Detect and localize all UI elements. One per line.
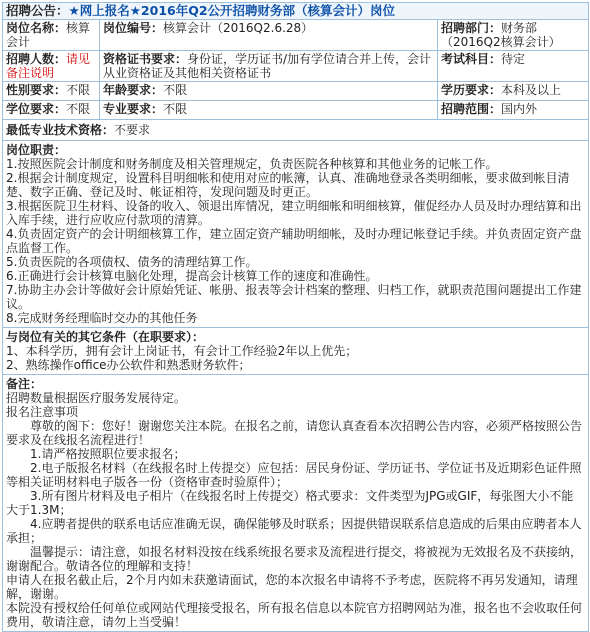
duties-row <box>3 141 589 328</box>
note-line: 申请人在报名截止后，2个月内如未获邀请面试，您的本次报名申请将不予考虑，医院将不再另发通知，请理解，谢谢。 <box>6 573 578 601</box>
duty-item: 7.协助主办会计等做好会计原始凭证、帐册、报表等会计档案的整理、归档工作，就职责范围问题提出工作建议。 <box>6 283 582 311</box>
note-line: 温馨提示：请注意，如报名材料没按在线系统报名要求及流程进行提交，将被视为无效报名及不获接纳，谢谢配合。敬请各位的理解和支持！ <box>6 545 583 573</box>
exam-cell <box>438 51 589 82</box>
info-row-1 <box>3 20 589 51</box>
dept-value: 财务部（2016Q2核算会计） <box>441 21 561 49</box>
conditions-cell <box>3 328 589 375</box>
duties-cell <box>3 141 589 328</box>
duty-item: 2.根据会计制度规定，设置科目明细帐和使用对应的帐簿，认真、准确地登录各类明细帐，要求做到帐目清楚、数字正确、登记及时、帐证相符，发现问题及时更正。 <box>6 171 570 199</box>
major-label: 专业要求： <box>103 102 164 116</box>
note-line: 2.电子版报名材料（在线报名时上传提交）应包括：居民身份证、学历证书、学位证书及近期彩色证件照等相关证明材料电子版各一份（资格审查时验原件）； <box>6 461 582 489</box>
edu-label: 学历要求： <box>441 83 502 97</box>
note-line: 尊敬的阁下：您好！谢谢您关注本院。在报名之前，请您认真查看本次招聘公告内容，必须严格按照公告要求及在线报名流程进行！ <box>6 419 583 447</box>
notes-cell <box>3 375 589 632</box>
title-label: 招聘公告： <box>6 3 69 18</box>
condition-item: 2、熟练操作office办公软件和熟悉财务软件； <box>6 358 251 372</box>
duty-item: 1.按照医院会计制度和财务制度及相关管理规定，负责医院各种核算和其他业务的记帐工作。 <box>6 157 498 171</box>
info-row-3 <box>3 82 589 101</box>
note-line: 本院没有授权给任何单位或网站代理接受报名，所有报名信息以本院官方招聘网站为准，报名也不会收取任何费用，敬请注意，请勿上当受骗！ <box>6 601 583 629</box>
job-posting-table <box>2 2 589 632</box>
major-value: 不限 <box>163 102 188 116</box>
post-code-label: 岗位编号： <box>103 21 164 35</box>
title-cell <box>3 3 589 20</box>
scope-value: 国内外 <box>501 102 538 116</box>
job-posting <box>2 2 588 632</box>
note-line: 招聘数量根据医疗服务发展待定。 <box>6 391 187 405</box>
dept-cell <box>438 20 589 51</box>
scope-label: 招聘范围： <box>441 102 502 116</box>
gender-value: 不限 <box>66 83 91 97</box>
info-row-4 <box>3 101 589 120</box>
cert-value: 身份证，学历证书/加有学位请合并上传，会计从业资格证及其他相关资格证书 <box>103 52 432 80</box>
note-line: 1.请严格按照职位要求报名； <box>30 447 186 461</box>
notes-row <box>3 375 589 632</box>
age-label: 年龄要求： <box>103 83 164 97</box>
count-label: 招聘人数： <box>6 52 67 66</box>
post-name-cell <box>3 20 100 51</box>
duty-item: 6.正确进行会计核算电脑化处理，提高会计核算工作的速度和准确性。 <box>6 269 378 283</box>
note-line: 3.所有图片材料及电子相片（在线报名时上传提交）格式要求：文件类型为JPG或GIF，每张图大小不能大于1.3M； <box>6 489 574 517</box>
duty-item: 8.完成财务经理临时交办的其他任务 <box>6 311 198 325</box>
count-value: 请见备注说明 <box>6 52 91 80</box>
duty-item: 4.负责固定资产的会计明细核算工作，建立固定资产辅助明细帐，及时办理记帐登记手续。并负责固定资产盘点监督工作。 <box>6 227 582 255</box>
title-row <box>3 3 589 20</box>
scope-cell <box>438 101 589 120</box>
condition-item: 1、本科学历，拥有会计上岗证书，有会计工作经验2年以上优先； <box>6 344 358 358</box>
degree-label: 学位要求： <box>6 102 67 116</box>
age-cell <box>100 82 438 101</box>
note-line: 报名注意事项 <box>6 405 79 419</box>
cert-label: 资格证书要求： <box>103 52 188 66</box>
conditions-row <box>3 328 589 375</box>
post-name-value: 核算会计 <box>6 21 91 49</box>
notes-heading: 备注： <box>6 377 43 391</box>
gender-cell <box>3 82 100 101</box>
cert-cell <box>100 51 438 82</box>
skills-label: 最低专业技术资格： <box>6 123 115 137</box>
post-code-cell <box>100 20 438 51</box>
note-line: 4.应聘者提供的联系电话应准确无误，确保能够及时联系；因提供错误联系信息造成的后果由应聘者本人承担； <box>6 517 582 545</box>
edu-cell <box>438 82 589 101</box>
conditions-heading: 与岗位有关的其它条件（在职要求）： <box>6 330 205 344</box>
degree-value: 不限 <box>66 102 91 116</box>
major-cell <box>100 101 438 120</box>
gender-label: 性别要求： <box>6 83 67 97</box>
age-value: 不限 <box>163 83 188 97</box>
degree-cell <box>3 101 100 120</box>
dept-label: 招聘部门： <box>441 21 502 35</box>
info-row-2 <box>3 51 589 82</box>
post-code-value: 核算会计（2016Q2.6.28） <box>163 21 314 35</box>
edu-value: 本科及以上 <box>501 83 562 97</box>
posting-title: ★网上报名★2016年Q2公开招聘财务部（核算会计）岗位 <box>68 3 396 18</box>
count-cell <box>3 51 100 82</box>
skills-row <box>3 120 589 141</box>
exam-value: 待定 <box>501 52 526 66</box>
skills-cell <box>3 120 589 141</box>
post-name-label: 岗位名称： <box>6 21 67 35</box>
skills-value: 不要求 <box>114 123 151 137</box>
duties-heading: 岗位职责： <box>6 143 67 157</box>
exam-label: 考试科目： <box>441 52 502 66</box>
duty-item: 3.根据医院卫生材料、设备的收入、领退出库情况，建立明细帐和明细核算，催促经办人员及时办理结算和出入库手续，进行应收应付款项的清算。 <box>6 199 582 227</box>
duty-item: 5.负责医院的各项债权、债务的清理结算工作。 <box>6 255 258 269</box>
